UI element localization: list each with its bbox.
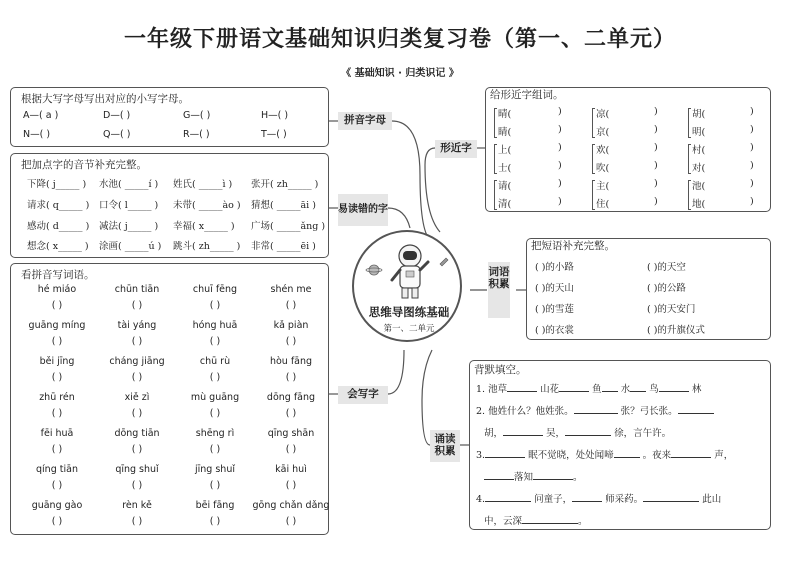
- answer-blank[interactable]: ( ): [285, 372, 297, 383]
- syllable-cell: 姓氏( _____ì ): [173, 179, 233, 190]
- answer-blank[interactable]: ( ): [285, 480, 297, 491]
- syllable-cell: 涂画( _____ú ): [99, 241, 162, 252]
- similar-box: [485, 87, 771, 212]
- tag-pronounce: 易读错的字: [338, 194, 388, 226]
- similar-close: ): [558, 124, 562, 135]
- recite-line-5: 落知 。: [484, 469, 583, 483]
- answer-blank[interactable]: ( ): [209, 444, 221, 455]
- similar-char: 请(: [498, 181, 512, 192]
- syllable-cell: 水池( _____í ): [99, 179, 159, 190]
- pinyin-label: dōng tiān: [114, 428, 160, 439]
- similar-close: ): [654, 124, 658, 135]
- letters-title: 根据大写字母写出对应的小写字母。: [21, 93, 189, 105]
- letter-cell: H—( ): [261, 110, 289, 121]
- syllable-cell: 未带( _____ào ): [173, 200, 241, 211]
- similar-close: ): [558, 196, 562, 207]
- letter-cell: D—( ): [103, 110, 131, 121]
- answer-blank[interactable]: ( ): [131, 444, 143, 455]
- similar-char: 睛(: [498, 127, 512, 138]
- pinyin-label: kāi huì: [275, 464, 307, 475]
- pair-bracket: [494, 144, 497, 174]
- pinyin-label: shēng rì: [195, 428, 235, 439]
- answer-blank[interactable]: ( ): [209, 480, 221, 491]
- similar-close: ): [750, 124, 754, 135]
- similar-char: 村(: [692, 145, 706, 156]
- pair-bracket: [494, 108, 497, 138]
- similar-close: ): [654, 160, 658, 171]
- pair-bracket: [592, 180, 595, 210]
- similar-close: ): [654, 196, 658, 207]
- letter-cell: G—( ): [183, 110, 211, 121]
- pinyin-label: bēi fāng: [195, 500, 235, 511]
- letter-cell: R—( ): [183, 129, 210, 140]
- tag-write: 会写字: [338, 386, 388, 404]
- page-subtitle: 《 基础知识 · 归类识记 》: [341, 68, 459, 79]
- syllable-cell: 非常( _____ēi ): [251, 241, 316, 252]
- similar-char: 晴(: [498, 109, 512, 120]
- pinyin-label: qīng shān: [267, 428, 315, 439]
- recite-line-3: 胡， 吴， 徐，言午许。: [484, 428, 672, 439]
- similar-char: 胡(: [692, 109, 706, 120]
- answer-blank[interactable]: ( ): [285, 336, 297, 347]
- page-title: 一年级下册语文基础知识归类复习卷（第一、二单元）: [123, 27, 676, 52]
- pinyin-label: chuī fēng: [192, 284, 238, 295]
- similar-close: ): [654, 142, 658, 153]
- answer-blank[interactable]: ( ): [51, 480, 63, 491]
- pinyin-label: mù guāng: [190, 392, 240, 403]
- similar-close: ): [750, 196, 754, 207]
- answer-blank[interactable]: ( ): [131, 408, 143, 419]
- phrase-item: ( )的衣裳: [535, 325, 574, 336]
- similar-close: ): [654, 106, 658, 117]
- tag-recite: 诵读积累: [430, 430, 460, 462]
- recite-line-7: 中，云深 。: [484, 516, 588, 527]
- tag-pinyin: 拼音字母: [338, 112, 392, 130]
- syllable-cell: 幸福( x_____ ): [173, 221, 235, 232]
- pair-bracket: [688, 180, 691, 210]
- answer-blank[interactable]: ( ): [131, 480, 143, 491]
- similar-char: 凉(: [596, 109, 610, 120]
- phrase-title: 把短语补充完整。: [531, 240, 615, 252]
- similar-char: 吹(: [596, 163, 610, 174]
- pinyin-label: hé miáo: [37, 284, 77, 295]
- similar-char: 地(: [692, 199, 706, 210]
- phrase-item: ( )的升旗仪式: [647, 325, 705, 336]
- similar-char: 京(: [596, 127, 610, 138]
- pinyin-label: xiě zì: [124, 392, 150, 403]
- tag-similar: 形近字: [435, 140, 477, 158]
- answer-blank[interactable]: ( ): [285, 408, 297, 419]
- pinyin-label: kǎ piàn: [273, 320, 309, 331]
- syllable-cell: 减法( j_____ ): [99, 221, 159, 232]
- similar-char: 欢(: [596, 145, 610, 156]
- pinyin-label: jīng shuǐ: [195, 464, 235, 475]
- center-circle: [352, 230, 462, 342]
- syllable-cell: 跳斗( zh_____ ): [173, 241, 241, 252]
- recite-line-2: 2. 他姓什么？他姓张。 张？弓长张。: [476, 403, 714, 417]
- answer-blank[interactable]: ( ): [285, 516, 297, 527]
- pinyin-label: běi jīng: [39, 356, 75, 367]
- answer-blank[interactable]: ( ): [131, 516, 143, 527]
- syllables-title: 把加点字的音节补充完整。: [21, 159, 147, 171]
- similar-close: ): [750, 178, 754, 189]
- answer-blank[interactable]: ( ): [209, 408, 221, 419]
- answer-blank[interactable]: ( ): [131, 372, 143, 383]
- pinyin-label: guāng gào: [31, 500, 83, 511]
- letter-cell: A—( a ): [23, 110, 59, 121]
- pair-bracket: [688, 144, 691, 174]
- syllable-cell: 下降( j_____ ): [27, 179, 87, 190]
- answer-blank[interactable]: ( ): [209, 336, 221, 347]
- similar-char: 住(: [596, 199, 610, 210]
- writing-box: [10, 263, 329, 535]
- recite-title: 背默填空。: [474, 364, 527, 376]
- center-subtitle: 第一、二单元: [383, 324, 435, 334]
- pair-bracket: [592, 144, 595, 174]
- tag-phrase: 词语积累: [488, 262, 510, 318]
- similar-close: ): [750, 142, 754, 153]
- answer-blank[interactable]: ( ): [209, 300, 221, 311]
- answer-blank[interactable]: ( ): [285, 444, 297, 455]
- similar-close: ): [558, 178, 562, 189]
- pinyin-label: rèn kě: [122, 500, 152, 511]
- writing-title: 看拼音写词语。: [21, 269, 95, 281]
- syllable-cell: 口令( l_____ ): [99, 200, 159, 211]
- syllable-cell: 广场( _____ǎng ): [251, 221, 326, 232]
- letters-box: [10, 87, 329, 147]
- similar-char: 明(: [692, 127, 706, 138]
- similar-char: 池(: [692, 181, 706, 192]
- pinyin-label: hòu fāng: [269, 356, 313, 367]
- similar-char: 主(: [596, 181, 610, 192]
- similar-char: 清(: [498, 199, 512, 210]
- recite-box: [469, 360, 771, 530]
- answer-blank[interactable]: ( ): [51, 516, 63, 527]
- pinyin-label: dōng fāng: [266, 392, 316, 403]
- pinyin-label: shén me: [270, 284, 312, 295]
- answer-blank[interactable]: ( ): [209, 516, 221, 527]
- pinyin-label: guāng míng: [28, 320, 86, 331]
- phrase-item: ( )的天安门: [647, 304, 696, 315]
- pinyin-label: chū rù: [199, 356, 231, 367]
- phrase-box: [526, 238, 771, 340]
- pinyin-label: gōng chǎn dǎng: [252, 500, 330, 511]
- syllable-cell: 想念( x_____ ): [27, 241, 89, 252]
- similar-char: 士(: [498, 163, 512, 174]
- similar-close: ): [750, 160, 754, 171]
- similar-close: ): [558, 160, 562, 171]
- answer-blank[interactable]: ( ): [51, 408, 63, 419]
- letter-cell: T—( ): [261, 129, 287, 140]
- answer-blank[interactable]: ( ): [51, 336, 63, 347]
- pinyin-label: qīng shuǐ: [115, 464, 159, 475]
- similar-close: ): [654, 178, 658, 189]
- answer-blank[interactable]: ( ): [51, 444, 63, 455]
- answer-blank[interactable]: ( ): [131, 336, 143, 347]
- recite-line-4: 3. 眠不觉晓，处处闻啼 。夜来 声，: [476, 450, 734, 461]
- similar-char: 上(: [498, 145, 512, 156]
- similar-close: ): [558, 142, 562, 153]
- answer-blank[interactable]: ( ): [131, 300, 143, 311]
- pinyin-label: cháng jiāng: [109, 356, 165, 367]
- syllables-box: [10, 153, 329, 258]
- phrase-item: ( )的小路: [535, 262, 574, 273]
- pair-bracket: [494, 180, 497, 210]
- pinyin-label: tài yáng: [117, 320, 157, 331]
- answer-blank[interactable]: ( ): [209, 372, 221, 383]
- similar-char: 对(: [692, 163, 706, 174]
- answer-blank[interactable]: ( ): [51, 372, 63, 383]
- center-title: 思维导图练基础: [368, 305, 450, 319]
- recite-line-1: 1. 池草 山花 鱼 水 鸟 林: [476, 384, 702, 395]
- pinyin-label: zhū rén: [39, 392, 75, 403]
- recite-line-6: 4. 问童子， 师采药。 此山: [476, 494, 722, 505]
- syllable-cell: 请求( q_____ ): [27, 200, 90, 211]
- similar-close: ): [558, 106, 562, 117]
- phrase-item: ( )的公路: [647, 283, 686, 294]
- similar-title: 给形近字组词。: [490, 89, 564, 101]
- syllable-cell: 猜想( _____āi ): [251, 200, 316, 211]
- letter-cell: Q—( ): [103, 129, 131, 140]
- letter-cell: N—( ): [23, 129, 51, 140]
- syllable-cell: 张开( zh_____ ): [251, 179, 319, 190]
- phrase-item: ( )的天山: [535, 283, 574, 294]
- similar-close: ): [750, 106, 754, 117]
- pair-bracket: [688, 108, 691, 138]
- answer-blank[interactable]: ( ): [285, 300, 297, 311]
- answer-blank[interactable]: ( ): [51, 300, 63, 311]
- phrase-item: ( )的雪莲: [535, 304, 574, 315]
- phrase-item: ( )的天空: [647, 262, 686, 273]
- pinyin-label: chūn tiān: [114, 284, 160, 295]
- pair-bracket: [592, 108, 595, 138]
- pinyin-label: hóng huā: [192, 320, 238, 331]
- syllable-cell: 感动( d_____ ): [27, 221, 90, 232]
- pinyin-label: qíng tiān: [36, 464, 78, 475]
- pinyin-label: fēi huā: [40, 428, 74, 439]
